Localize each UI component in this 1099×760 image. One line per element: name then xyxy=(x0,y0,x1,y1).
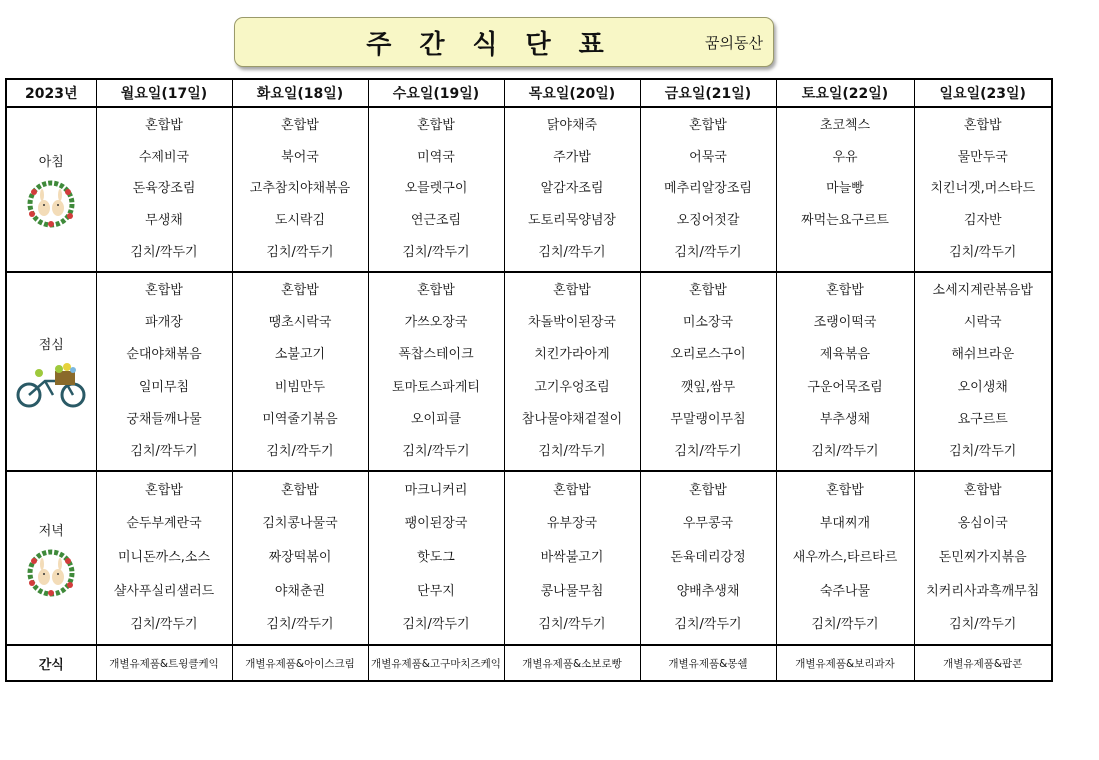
snack-cell: 개별유제품&몽쉘 xyxy=(640,645,776,681)
menu-item: 김치/깍두기 xyxy=(949,617,1017,633)
menu-cell xyxy=(914,107,1052,272)
menu-item: 혼합밥 xyxy=(963,482,1002,498)
weekly-menu-table xyxy=(5,78,1053,682)
menu-item: 짜장떡볶이 xyxy=(268,549,332,565)
menu-item: 김치/깍두기 xyxy=(402,617,470,633)
bunny-wreath-icon xyxy=(22,178,80,228)
menu-cell xyxy=(914,471,1052,645)
year-header: 2023년 xyxy=(6,79,96,107)
menu-item: 파개장 xyxy=(145,315,183,331)
menu-item: 김치/깍두기 xyxy=(402,443,470,459)
menu-cell xyxy=(640,107,776,272)
menu-item: 알감자조림 xyxy=(540,181,604,197)
menu-item: 양배추생채 xyxy=(676,583,740,599)
menu-item: 미소장국 xyxy=(682,315,734,331)
menu-cell xyxy=(776,107,914,272)
menu-item: 마늘빵 xyxy=(826,181,864,197)
menu-item: 오이피클 xyxy=(410,411,462,427)
menu-item: 미니돈까스,소스 xyxy=(117,549,211,565)
menu-item: 우무콩국 xyxy=(682,516,734,532)
menu-item: 우유 xyxy=(832,149,858,165)
menu-item: 김치/깍두기 xyxy=(130,443,198,459)
menu-item: 옹심이국 xyxy=(957,516,1008,532)
header-row xyxy=(6,79,1052,107)
day-header: 수요일(19일) xyxy=(368,79,504,107)
snack-cell: 개별유제품&소보로빵 xyxy=(504,645,640,681)
menu-item: 김치/깍두기 xyxy=(674,443,742,459)
bunny-wreath-icon xyxy=(22,547,80,597)
menu-item: 핫도그 xyxy=(417,549,455,565)
menu-item: 혼합밥 xyxy=(553,283,591,299)
menu-item: 해쉬브라운 xyxy=(951,347,1015,363)
menu-item: 구운어묵조림 xyxy=(807,379,883,395)
menu-item: 유부장국 xyxy=(546,516,598,532)
menu-cell xyxy=(232,272,368,471)
menu-item: 순두부계란국 xyxy=(126,516,202,532)
menu-item: 미역국 xyxy=(417,149,455,165)
menu-item: 부대찌개 xyxy=(819,516,871,532)
menu-item: 혼합밥 xyxy=(281,117,319,133)
menu-item: 깻잎,쌈무 xyxy=(680,379,736,395)
menu-item: 김치/깍두기 xyxy=(674,617,742,633)
menu-cell xyxy=(504,272,640,471)
menu-item: 순대야채볶음 xyxy=(126,347,202,363)
menu-item: 마크니커리 xyxy=(404,482,468,498)
menu-item: 미역줄기볶음 xyxy=(262,411,338,427)
menu-item: 제육볶음 xyxy=(819,347,871,363)
menu-item: 김치/깍두기 xyxy=(266,443,334,459)
menu-item: 가쓰오장국 xyxy=(404,315,468,331)
snack-cell: 개별유제품&아이스크림 xyxy=(232,645,368,681)
menu-item: 북어국 xyxy=(281,149,319,165)
menu-item: 오리로스구이 xyxy=(670,347,746,363)
day-header: 금요일(21일) xyxy=(640,79,776,107)
menu-item: 김치/깍두기 xyxy=(130,617,198,633)
menu-item: 차돌박이된장국 xyxy=(528,315,616,331)
menu-item: 폭찹스테이크 xyxy=(398,347,474,363)
menu-item: 돈민찌가지볶음 xyxy=(938,549,1027,565)
menu-item: 수제비국 xyxy=(138,149,190,165)
menu-item: 김치/깍두기 xyxy=(811,617,879,633)
menu-cell xyxy=(504,107,640,272)
menu-cell xyxy=(504,471,640,645)
menu-item: 땡초시락국 xyxy=(268,315,332,331)
menu-item: 무생채 xyxy=(145,213,183,229)
menu-cell xyxy=(368,471,504,645)
menu-item: 토마토스파게티 xyxy=(392,379,480,395)
menu-item: 김치/깍두기 xyxy=(949,245,1017,261)
menu-item: 김치/깍두기 xyxy=(130,245,198,261)
menu-cell xyxy=(96,272,232,471)
menu-item: 소세지계란볶음밥 xyxy=(932,283,1033,299)
menu-item: 숙주나물 xyxy=(819,583,871,599)
title-box xyxy=(234,17,774,67)
menu-item: 시락국 xyxy=(963,315,1002,331)
menu-item: 김치/깍두기 xyxy=(538,245,606,261)
menu-item: 혼합밥 xyxy=(689,482,727,498)
menu-item: 돈육장조림 xyxy=(132,181,196,197)
menu-item: 혼합밥 xyxy=(281,482,319,498)
menu-item: 메추리알장조림 xyxy=(664,181,752,197)
day-header: 일요일(23일) xyxy=(914,79,1052,107)
meal-label: 점심 xyxy=(38,338,64,353)
snack-cell: 개별유제품&보리과자 xyxy=(776,645,914,681)
menu-item: 김치/깍두기 xyxy=(674,245,742,261)
menu-item: 김치/깍두기 xyxy=(402,245,470,261)
menu-item: 어묵국 xyxy=(689,149,727,165)
menu-item: 혼합밥 xyxy=(553,482,591,498)
menu-item: 혼합밥 xyxy=(145,482,183,498)
menu-item: 도토리묵양념장 xyxy=(528,213,616,229)
menu-cell xyxy=(776,272,914,471)
snack-cell: 개별유제품&고구마치즈케익 xyxy=(368,645,504,681)
menu-item: 초코첵스 xyxy=(819,117,871,133)
menu-item: 고추참치야채볶음 xyxy=(249,181,351,197)
meal-label-cell xyxy=(6,272,96,471)
menu-item: 단무지 xyxy=(417,583,455,599)
menu-item: 야채춘권 xyxy=(274,583,326,599)
menu-item-empty xyxy=(777,244,914,262)
menu-item: 김치/깍두기 xyxy=(538,617,606,633)
menu-item: 고기우엉조림 xyxy=(534,379,610,395)
menu-item: 혼합밥 xyxy=(689,283,727,299)
snack-label: 간식 xyxy=(6,645,96,681)
day-header: 목요일(20일) xyxy=(504,79,640,107)
menu-item: 혼합밥 xyxy=(417,283,455,299)
menu-item: 혼합밥 xyxy=(145,117,183,133)
menu-item: 닭야채죽 xyxy=(546,117,598,133)
menu-item: 연근조림 xyxy=(410,213,462,229)
day-header: 월요일(17일) xyxy=(96,79,232,107)
menu-item: 일미무침 xyxy=(138,379,190,395)
menu-item: 김치/깍두기 xyxy=(266,617,334,633)
lunch-row xyxy=(6,272,1052,471)
menu-item: 치킨너겟,머스타드 xyxy=(930,181,1036,197)
menu-item: 참나물야채겉절이 xyxy=(521,411,623,427)
menu-item: 오이생채 xyxy=(957,379,1008,395)
menu-item: 김자반 xyxy=(963,213,1002,229)
menu-item: 치커리사과흑깨무침 xyxy=(926,583,1040,599)
menu-item: 소불고기 xyxy=(274,347,326,363)
breakfast-row xyxy=(6,107,1052,272)
menu-cell xyxy=(368,272,504,471)
menu-item: 무말랭이무침 xyxy=(670,411,746,427)
snack-cell: 개별유제품&팝콘 xyxy=(914,645,1052,681)
menu-item: 조랭이떡국 xyxy=(813,315,877,331)
menu-item: 바싹불고기 xyxy=(540,549,604,565)
menu-item: 돈육데리강정 xyxy=(670,549,746,565)
day-header: 화요일(18일) xyxy=(232,79,368,107)
menu-item: 김치/깍두기 xyxy=(538,443,606,459)
menu-cell xyxy=(368,107,504,272)
menu-cell xyxy=(232,471,368,645)
menu-item: 혼합밥 xyxy=(145,283,183,299)
meal-label-cell xyxy=(6,471,96,645)
meal-label: 아침 xyxy=(38,155,64,170)
menu-item: 팽이된장국 xyxy=(404,516,468,532)
menu-cell xyxy=(96,107,232,272)
menu-item: 짜먹는요구르트 xyxy=(801,213,889,229)
menu-item: 혼합밥 xyxy=(689,117,727,133)
menu-item: 김치/깍두기 xyxy=(266,245,334,261)
menu-cell xyxy=(232,107,368,272)
menu-item: 김치콩나물국 xyxy=(262,516,338,532)
snack-cell: 개별유제품&트윙클케익 xyxy=(96,645,232,681)
day-header: 토요일(22일) xyxy=(776,79,914,107)
menu-item: 오징어젓갈 xyxy=(676,213,740,229)
menu-cell xyxy=(776,471,914,645)
dinner-row xyxy=(6,471,1052,645)
page-title: 주간식단표 xyxy=(366,29,632,60)
menu-item: 콩나물무침 xyxy=(540,583,604,599)
menu-item: 요구르트 xyxy=(957,411,1008,427)
menu-item: 오믈렛구이 xyxy=(404,181,468,197)
menu-item: 혼합밥 xyxy=(826,283,864,299)
menu-item: 물만두국 xyxy=(957,149,1008,165)
menu-item: 부추생채 xyxy=(819,411,871,427)
meal-label-cell xyxy=(6,107,96,272)
menu-cell xyxy=(914,272,1052,471)
menu-item: 김치/깍두기 xyxy=(811,443,879,459)
menu-cell xyxy=(96,471,232,645)
menu-item: 치킨가라아게 xyxy=(534,347,610,363)
menu-item: 혼합밥 xyxy=(281,283,319,299)
menu-cell xyxy=(640,471,776,645)
menu-cell xyxy=(640,272,776,471)
snack-row xyxy=(6,645,1052,681)
menu-item: 도시락김 xyxy=(274,213,326,229)
meal-label: 저녁 xyxy=(38,523,64,539)
menu-item: 새우까스,타르타르 xyxy=(792,549,898,565)
menu-item: 혼합밥 xyxy=(963,117,1002,133)
menu-item: 김치/깍두기 xyxy=(949,443,1017,459)
menu-item: 혼합밥 xyxy=(417,117,455,133)
menu-item: 혼합밥 xyxy=(826,482,864,498)
menu-item: 비빔만두 xyxy=(274,379,326,395)
facility-name: 꿈의동산 xyxy=(705,34,763,52)
flower-bicycle-icon xyxy=(15,361,87,409)
menu-item: 궁채들깨나물 xyxy=(126,411,202,427)
menu-item: 샬사푸실리샐러드 xyxy=(113,583,215,599)
menu-item: 주가밥 xyxy=(553,149,591,165)
